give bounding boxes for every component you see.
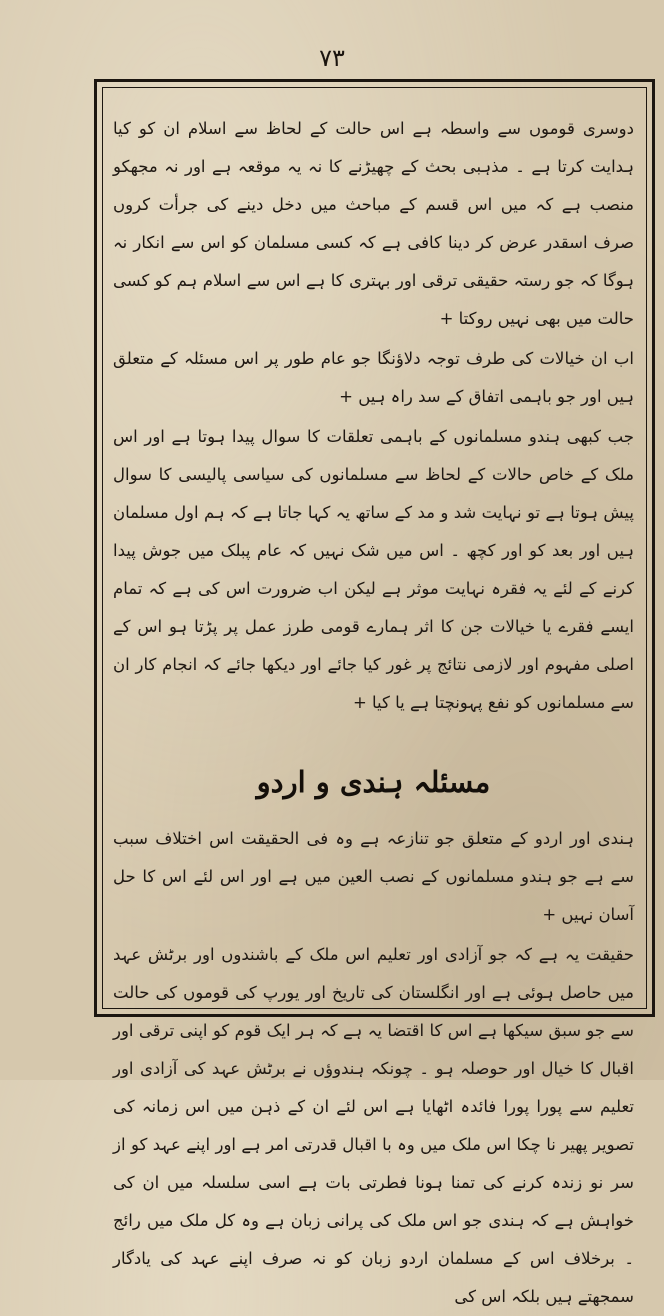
page-number: ٧٣ [319,44,345,72]
paragraph-3: جب کبھی ہندو مسلمانوں کے باہمی تعلقات کا سوال پیدا ہوتا ہے اور اس ملک کے خاص حالات کے لحاظ سے مسلمانوں کی سیاسی پالیسی کا سوال پیش ہوتا ہے تو نہایت شد و مد کے ساتھ یہ کہا جاتا ہے کہ ہم اول مسلمان ہیں اور بعد کو اور کچھ ۔ اس میں شک نہیں کہ عام پبلک میں جوش پیدا کرنے کے لئے یہ فقرہ نہایت موثر ہے لیکن اب ضرورت اس کی ہے کہ تمام ایسے فقرے یا خیالات جن کا اثر ہمارے قومی طرز عمل پر پڑتا ہو اس کے اصلی مفہوم اور لازمی نتائج پر غور کیا جائے اور دیکھا جائے کہ انجام کار ان سے مسلمانوں کو نفع پہونچتا ہے یا کیا + [113,427,634,712]
paragraph-5: حقیقت یہ ہے کہ جو آزادی اور تعلیم اس ملک کے باشندوں اور برٹش عہد میں حاصل ہوئی ہے اور انگلستان کی تاریخ اور یورپ کی قوموں کی حالت سے جو سبق سیکھا ہے اس کا اقتضا یہ ہے کہ ہر ایک قوم کو اپنی ترقی اور اقبال کا خیال اور حوصلہ ہو ۔ چونکہ ہندوؤں نے برٹش عہد کی آزادی اور تعلیم سے پورا پورا فائدہ اٹھایا ہے اس لئے ان کے ذہن میں اس زمانہ کی تصویر پھیر نا چکا اس ملک میں وہ با اقبال قدرتی امر ہے اور اپنے عہد کو از سر نو زندہ کرنے کی تمنا ہونا فطرتی بات ہے اسی سلسلہ میں ان کی خواہش ہے کہ ہندی جو اس ملک کی پرانی زبان ہے وہ کل ملک میں رائج ۔ برخلاف اس کے مسلمان اردو زبان کو نہ صرف اپنے عہد کی یادگار سمجھتے ہیں بلکہ اس کی [113,945,634,1306]
paragraph-4: ہندی اور اردو کے متعلق جو تنازعہ ہے وہ فی الحقیقت اس اختلاف سبب سے ہے جو ہندو مسلمانوں کے نصب العین میں ہے اور اس لئے اس کا حل آسان نہیں + [113,829,634,924]
paragraph-1: دوسری قوموں سے واسطہ ہے اس حالت کے لحاظ سے اسلام ان کو کیا ہدایت کرتا ہے ۔ مذہبی بحث کے چھیڑنے کا نہ یہ موقعہ ہے اور نہ مجھکو منصب ہے کہ میں اس قسم کے مباحث میں دخل دینے کی جرأت کروں صرف اسقدر عرض کر دینا کافی ہے کہ کسی مسلمان کو اس سے انکار نہ ہوگا کہ جو رستہ حقیقی ترقی اور بہتری کا ہے اس سے اسلام ہم کو کسی حالت میں بھی نہیں روکتا + [113,119,634,328]
body-text [113,110,634,1306]
page-border [94,79,655,1306]
section-heading: مسئلہ ہندی و اردو [256,765,491,799]
paragraph-2: اب ان خیالات کی طرف توجہ دلاؤنگا جو عام طور پر اس مسئلہ کے متعلق ہیں اور جو باہمی اتفاق کے سد راہ ہیں + [113,349,634,406]
page-border-inner [102,87,647,1306]
